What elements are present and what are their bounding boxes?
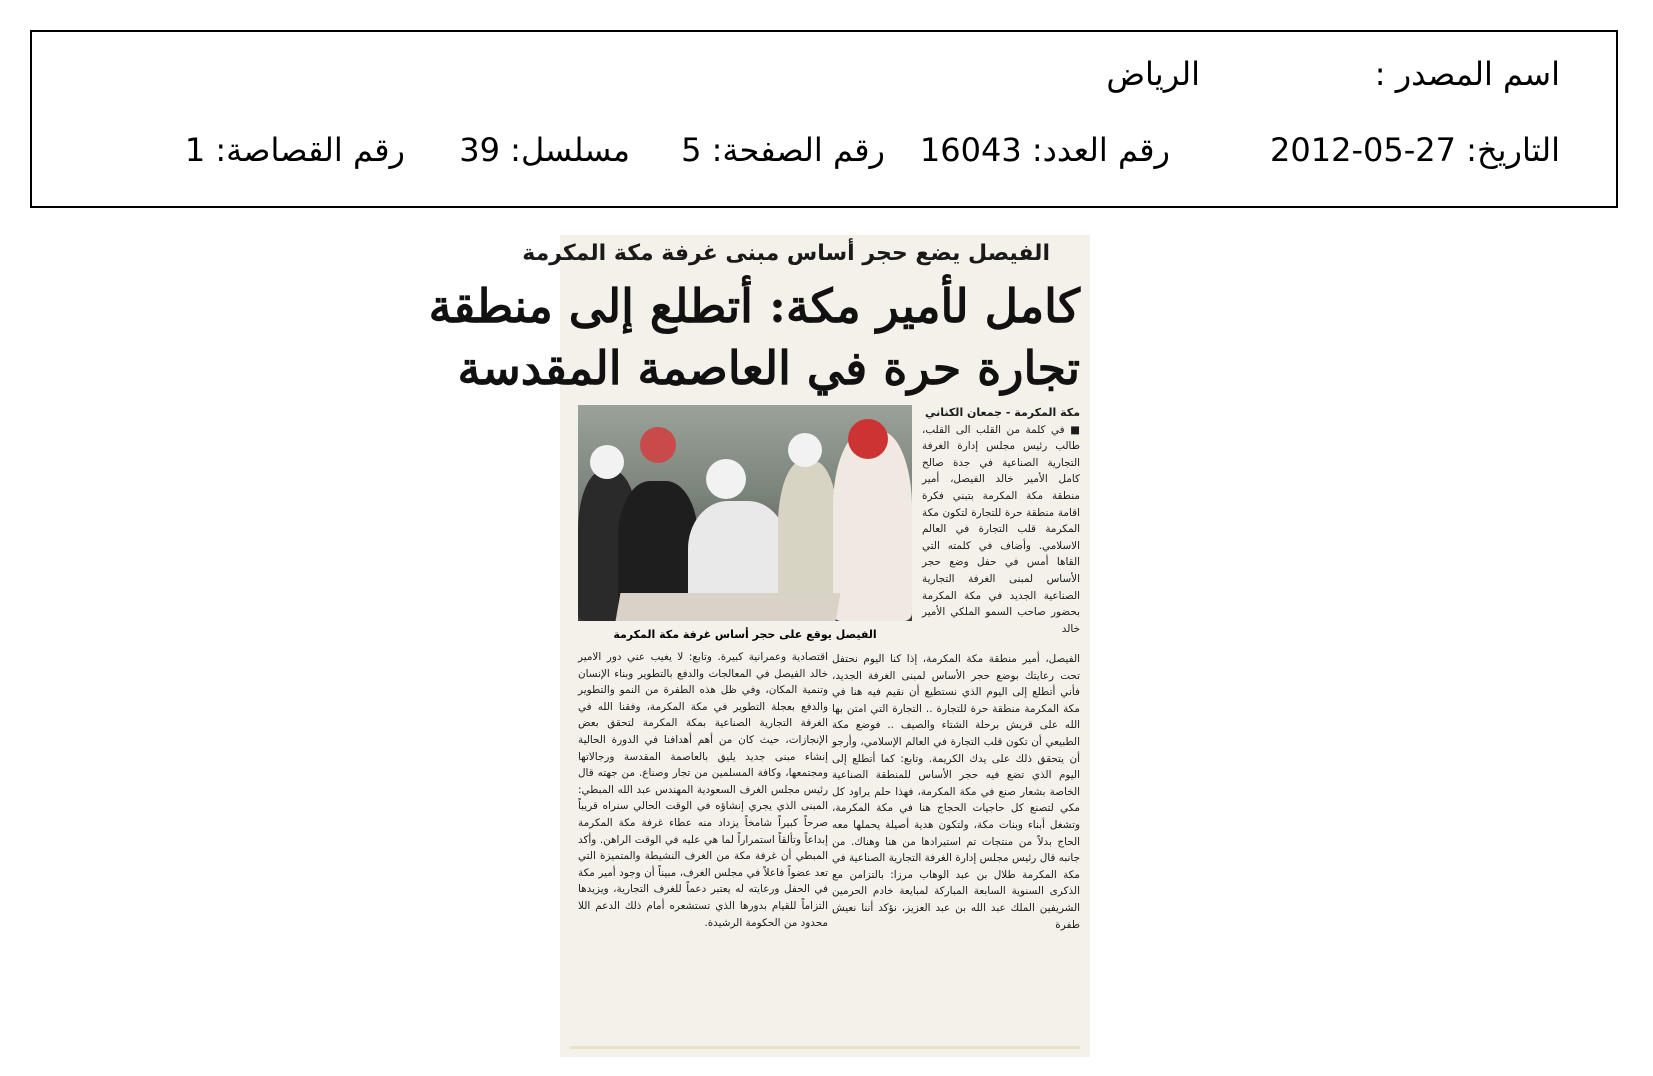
headline-line-1: كامل لأمير مكة: أتطلع إلى منطقة	[428, 279, 1080, 333]
photo-desk	[616, 593, 841, 621]
metadata-header-box	[30, 30, 1618, 208]
clipping-bottom-rule	[570, 1046, 1080, 1049]
article-headline	[428, 275, 1080, 399]
photo-caption: الفيصل يوقع على حجر أساس غرفة مكة المكرمة	[613, 628, 877, 641]
article-paragraph: الفيصل، أمير منطقة مكة المكرمة، إذا كنا اليوم نحتفل تحت رعايتك بوضع حجر الأساس لمبنى الغرفة الجديد، فأني أتطلع إلى اليوم الذي نستطيع أن نقيم فيه هنا في مكة المكرمة منطقة حرة للتجارة .. التجارة التي امتن بها الله على قريش برحلة الشتاء والصيف .. فوضع مكة الطبيعي أن تكون قلب التجارة في العالم الإسلامي، وأرجو أن يتحقق ذلك على يدك الكريمة. وتابع: كما أتطلع إلى اليوم الذي تضع فيه حجر الأساس للمنطقة الصناعية الخاصة بشعار صنع في مكة المكرمة، فهذا حلم يراود كل مكي لتصنع كل حاجيات الحجاج هنا في مكة المكرمة، وتشغل أبناء وبنات مكة، ولتكون هدية أصيلة يحملها معه الحاج بدلاً من منتجات تم استيرادها من هنا وهناك. من جانبه قال رئيس مجلس إدارة الغرفة التجارية الصناعية في مكة المكرمة طلال بن عبد الوهاب مرزا: بالتزامن مع الذكرى السنوية السابعة المباركة لمبايعة خادم الحرمين الشريفين الملك عبد الله بن عبد العزيز، نؤكد أننا نعيش طفرة	[832, 653, 1080, 931]
article-byline: مكة المكرمة - جمعان الكناني	[925, 406, 1080, 419]
page-number-field: رقم الصفحة: 5	[681, 131, 885, 169]
article-paragraph: اقتصادية وعمرانية كبيرة. وتابع: لا يغيب عني دور الامير خالد الفيصل في المعالجات والدفع بالتطوير وبناء الإنسان وتنمية المكان، وفي ظل هذه الطفرة من النمو والتطوير والدفع بعجلة التطوير في مكة المكرمة، وفقنا الله في الغرفة التجارية الصناعية بمكة المكرمة لتحقق بعض الإنجازات، حيث كان من أهم أهدافنا في الدورة الحالية إنشاء مبنى جديد يليق بالعاصمة المقدسة ورجالاتها ومجتمعها، وكافة المسلمين من تجار وصناع. من جهته قال رئيس مجلس الغرف السعودية المهندس عبد الله المبطي: المبنى الذي يجري إنشاؤه في الوقت الحالي سنراه قريباً صرحاً كبيراً شامخاً يزداد منه عطاء غرفة مكة المكرمة إبداعاً وتألقاً استمراراً لما هي عليه في الوقت الراهن. وأكد المبطي أن غرفة مكة من الغرف النشيطة والمتميزة التي تعد عضواً فاعلاً في مجلس الغرف، مبيناً أن وجود أمير مكة في الحفل ورعايته له يعتبر دعماً للغرف التجارية، ويزيدها التزاماً للقيام بدورها الذي تستشعره أمام ذلك الدعم اللا محدود من الحكومة الرشيدة.	[578, 651, 828, 929]
photo-figure-head	[848, 419, 888, 459]
photo-figure-head	[788, 433, 822, 467]
source-label: اسم المصدر :	[1374, 55, 1560, 93]
details-row	[32, 130, 1560, 170]
issue-number-field: رقم العدد: 16043	[919, 131, 1170, 169]
photo-figure-head	[640, 427, 676, 463]
article-column-right-bottom	[832, 651, 1080, 933]
date-field: التاريخ: 27-05-2012	[1270, 131, 1560, 169]
article-column-right-top	[922, 405, 1080, 637]
newspaper-clipping	[428, 235, 1090, 1057]
article-kicker: الفيصل يضع حجر أساس مبنى غرفة مكة المكرمة	[522, 241, 1050, 266]
photo-figure-head	[590, 445, 624, 479]
photo-figure	[833, 431, 912, 621]
photo-figure-head	[706, 459, 746, 499]
headline-line-2: تجارة حرة في العاصمة المقدسة	[457, 341, 1080, 395]
article-photo	[578, 405, 912, 621]
source-row	[32, 54, 1560, 94]
source-value: الرياض	[1106, 55, 1200, 93]
serial-field: مسلسل: 39	[459, 131, 630, 169]
article-paragraph: ■ في كلمة من القلب الى القلب، طالب رئيس مجلس إدارة الغرفة التجارية الصناعية في جدة صالح كامل الأمير خالد الفيصل، أمير منطقة مكة المكرمة بتبني فكرة اقامة منطقة حرة للتجارة لتكون مكة المكرمة قلب التجارة في العالم الاسلامي. وأضاف في كلمته التي القاها أمس في حفل وضع حجر الأساس لمبنى الغرفة التجارية الصناعية الجديد في مكة المكرمة بحضور صاحب السمو الملكي الأمير خالد	[922, 423, 1080, 635]
article-column-left	[578, 649, 828, 931]
clip-number-field: رقم القصاصة: 1	[184, 131, 405, 169]
